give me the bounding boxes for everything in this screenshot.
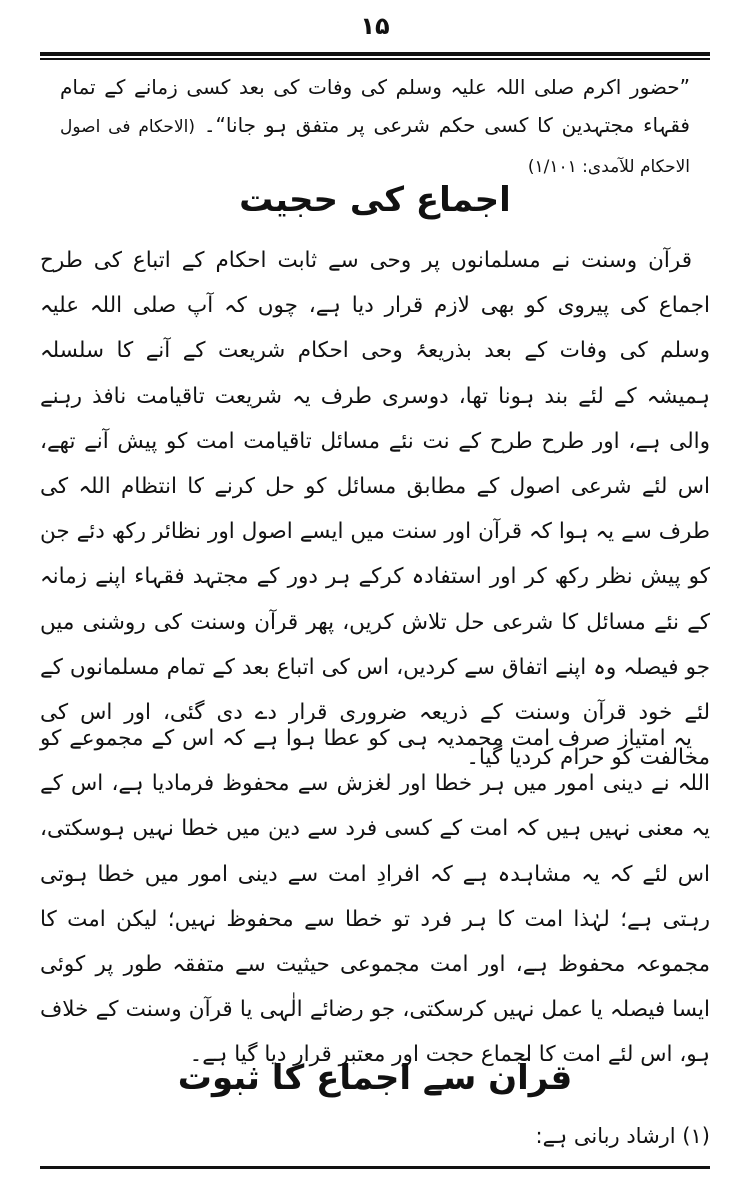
definition-quote [60, 68, 690, 186]
section-heading-ijma-authority: اجماع کی حجیت [239, 180, 511, 220]
numbered-item-1: (۱) ارشاد ربانی ہے: [535, 1124, 710, 1148]
header-rule-thick [40, 52, 710, 56]
quote-text: ”حضور اکرم صلی اللہ علیہ وسلم کی وفات کی بعد کسی زمانے کے تمام فقہاء مجتہدین کا کسی حکم شرعی پر متفق ہو جانا“۔ [60, 75, 690, 137]
header-rule-thin [40, 58, 710, 60]
paragraph-2: یہ امتیاز صرف امت محمدیہ ہی کو عطا ہوا ہے کہ اس کے مجموعے کو اللہ نے دینی امور میں ہر خطا اور لغزش سے محفوظ فرمادیا ہے، اس کے یہ معنی نہیں ہیں کہ امت کے کسی فرد سے دین میں خطا نہیں ہوسکتی، اس لئے کہ یہ مشاہدہ ہے کہ افرادِ امت سے دینی امور میں خطا ہوتی رہتی ہے؛ لہٰذا امت کا ہر فرد تو خطا سے محفوظ نہیں؛ لیکن امت کا مجموعہ محفوظ ہے، اور امت مجموعی حیثیت سے متفقہ طور پر کوئی ایسا فیصلہ یا عمل نہیں کرسکتی، جو رضائے الٰہی یا قرآن وسنت کے خلاف ہو، اس لئے امت کا اجماع حجت اور معتبر قرار دیا گیا ہے۔ [40, 726, 710, 1068]
quote-citation: (الاحکام فی اصول الاحکام للآمدی: ۱/۱۰۱) [60, 117, 690, 177]
footer-rule [40, 1166, 710, 1169]
section-heading-quran-proof: قرآن سے اجماع کا ثبوت [177, 1058, 573, 1098]
page-number: ۱۵ [360, 12, 390, 40]
paragraph-1: قرآن وسنت نے مسلمانوں پر وحی سے ثابت احکام کے اتباع کی طرح اجماع کی پیروی کو بھی لازم قرار دیا ہے، چوں کہ آپ صلی اللہ علیہ وسلم کی وفات کے بعد بذریعۂ وحی احکام شریعت کے آنے کا سلسلہ ہمیشہ کے لئے بند ہونا تھا، دوسری طرف یہ شریعت تاقیامت نافذ رہنے والی ہے، اور طرح طرح کے نت نئے مسائل تاقیامت امت کو پیش آنے تھے، اس لئے شرعی اصول کے مطابق مسائل کو حل کرنے کا انتظام اللہ کی طرف سے یہ ہوا کہ قرآن اور سنت میں ایسے اصول اور نظائر رکھ دئے جن کو پیش نظر رکھ کر اور استفادہ کرکے ہر دور کے مجتہد فقہاء اپنے زمانہ کے نئے مسائل کا شرعی حل تلاش کریں، پھر قرآن وسنت کی روشنی میں جو فیصلہ وہ اپنے اتفاق سے کردیں، اس کی اتباع بعد کے تمام مسلمانوں کے لئے خود قرآن وسنت کے ذریعہ ضروری قرار دے دی گئی، اور اس کی مخالفت کو حرام کردیا گیا۔ [40, 248, 710, 771]
